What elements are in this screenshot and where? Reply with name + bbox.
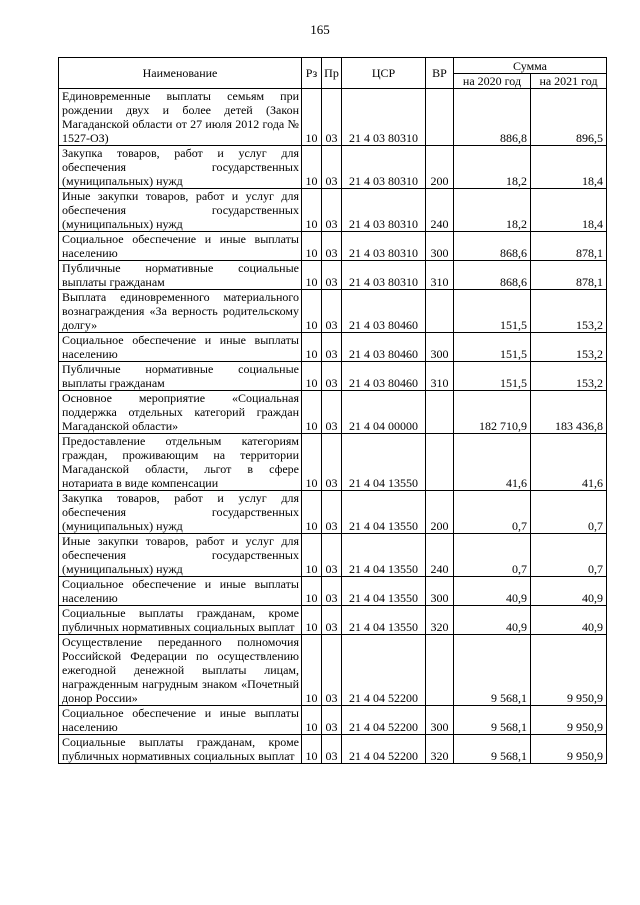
table-row bbox=[59, 434, 607, 491]
row-pr-cell: 03 bbox=[322, 89, 342, 146]
row-rz-cell: 10 bbox=[302, 362, 322, 391]
table-row bbox=[59, 534, 607, 577]
row-name-cell: Иные закупки товаров, работ и услуг для обеспечения государственных (муниципальных) нужд bbox=[59, 189, 302, 232]
row-vr-cell bbox=[426, 391, 454, 434]
row-name-cell: Социальные выплаты гражданам, кроме публичных нормативных социальных выплат bbox=[59, 606, 302, 635]
row-name-cell: Выплата единовременного материального вознаграждения «За верность родительскому долгу» bbox=[59, 290, 302, 333]
table-row bbox=[59, 577, 607, 606]
header-vr: ВР bbox=[426, 58, 454, 89]
row-csr-cell: 21 4 04 13550 bbox=[342, 491, 426, 534]
table-row bbox=[59, 735, 607, 764]
row-vr-cell: 200 bbox=[426, 491, 454, 534]
row-rz-cell: 10 bbox=[302, 606, 322, 635]
table-row bbox=[59, 706, 607, 735]
table-row bbox=[59, 362, 607, 391]
table-body bbox=[59, 89, 607, 764]
row-csr-cell: 21 4 04 13550 bbox=[342, 606, 426, 635]
table-row bbox=[59, 290, 607, 333]
row-pr-cell: 03 bbox=[322, 534, 342, 577]
row-rz-cell: 10 bbox=[302, 146, 322, 189]
row-rz-cell: 10 bbox=[302, 491, 322, 534]
row-vr-cell: 310 bbox=[426, 362, 454, 391]
row-vr-cell: 300 bbox=[426, 577, 454, 606]
header-sum: Сумма bbox=[454, 58, 607, 74]
row-rz-cell: 10 bbox=[302, 189, 322, 232]
row-csr-cell: 21 4 04 00000 bbox=[342, 391, 426, 434]
row-sum-2020-cell: 151,5 bbox=[454, 362, 531, 391]
row-sum-2020-cell: 0,7 bbox=[454, 534, 531, 577]
row-csr-cell: 21 4 03 80460 bbox=[342, 333, 426, 362]
row-rz-cell: 10 bbox=[302, 391, 322, 434]
row-rz-cell: 10 bbox=[302, 534, 322, 577]
row-pr-cell: 03 bbox=[322, 391, 342, 434]
table-row bbox=[59, 189, 607, 232]
row-sum-2020-cell: 18,2 bbox=[454, 189, 531, 232]
row-sum-2021-cell: 9 950,9 bbox=[531, 706, 607, 735]
row-sum-2020-cell: 151,5 bbox=[454, 290, 531, 333]
row-sum-2020-cell: 40,9 bbox=[454, 606, 531, 635]
row-rz-cell: 10 bbox=[302, 434, 322, 491]
row-csr-cell: 21 4 04 13550 bbox=[342, 577, 426, 606]
row-rz-cell: 10 bbox=[302, 261, 322, 290]
row-csr-cell: 21 4 04 13550 bbox=[342, 434, 426, 491]
row-sum-2021-cell: 18,4 bbox=[531, 189, 607, 232]
row-rz-cell: 10 bbox=[302, 577, 322, 606]
row-name-cell: Социальное обеспечение и иные выплаты населению bbox=[59, 577, 302, 606]
row-name-cell: Социальное обеспечение и иные выплаты населению bbox=[59, 333, 302, 362]
row-sum-2021-cell: 0,7 bbox=[531, 491, 607, 534]
row-vr-cell bbox=[426, 434, 454, 491]
row-pr-cell: 03 bbox=[322, 606, 342, 635]
row-vr-cell: 240 bbox=[426, 189, 454, 232]
row-vr-cell: 310 bbox=[426, 261, 454, 290]
row-sum-2021-cell: 9 950,9 bbox=[531, 735, 607, 764]
row-sum-2020-cell: 9 568,1 bbox=[454, 735, 531, 764]
row-csr-cell: 21 4 03 80310 bbox=[342, 189, 426, 232]
row-sum-2020-cell: 182 710,9 bbox=[454, 391, 531, 434]
row-rz-cell: 10 bbox=[302, 89, 322, 146]
row-sum-2021-cell: 18,4 bbox=[531, 146, 607, 189]
row-csr-cell: 21 4 03 80460 bbox=[342, 362, 426, 391]
row-pr-cell: 03 bbox=[322, 290, 342, 333]
row-csr-cell: 21 4 04 52200 bbox=[342, 706, 426, 735]
row-csr-cell: 21 4 03 80310 bbox=[342, 89, 426, 146]
row-pr-cell: 03 bbox=[322, 189, 342, 232]
table-row bbox=[59, 606, 607, 635]
table-row bbox=[59, 635, 607, 706]
row-sum-2020-cell: 886,8 bbox=[454, 89, 531, 146]
row-vr-cell: 300 bbox=[426, 706, 454, 735]
table-row bbox=[59, 261, 607, 290]
row-sum-2021-cell: 896,5 bbox=[531, 89, 607, 146]
row-name-cell: Единовременные выплаты семьям при рождении двух и более детей (Закон Магаданской области от 27 июля 2012 года № 1527-ОЗ) bbox=[59, 89, 302, 146]
table-row bbox=[59, 146, 607, 189]
row-vr-cell: 300 bbox=[426, 333, 454, 362]
row-name-cell: Осуществление переданного полномочия Российской Федерации по осуществлению ежегодной денежной выплаты лицам, награжденным нагрудным знаком «Почетный донор России» bbox=[59, 635, 302, 706]
row-rz-cell: 10 bbox=[302, 635, 322, 706]
row-name-cell: Социальные выплаты гражданам, кроме публичных нормативных социальных выплат bbox=[59, 735, 302, 764]
row-sum-2021-cell: 183 436,8 bbox=[531, 391, 607, 434]
row-csr-cell: 21 4 03 80310 bbox=[342, 146, 426, 189]
row-sum-2021-cell: 41,6 bbox=[531, 434, 607, 491]
row-sum-2021-cell: 878,1 bbox=[531, 261, 607, 290]
row-vr-cell: 320 bbox=[426, 735, 454, 764]
row-sum-2021-cell: 40,9 bbox=[531, 606, 607, 635]
row-sum-2020-cell: 868,6 bbox=[454, 261, 531, 290]
row-csr-cell: 21 4 03 80310 bbox=[342, 232, 426, 261]
header-year-2020: на 2020 год bbox=[454, 74, 531, 89]
row-csr-cell: 21 4 03 80460 bbox=[342, 290, 426, 333]
row-sum-2021-cell: 153,2 bbox=[531, 362, 607, 391]
row-sum-2021-cell: 40,9 bbox=[531, 577, 607, 606]
row-sum-2021-cell: 9 950,9 bbox=[531, 635, 607, 706]
row-rz-cell: 10 bbox=[302, 706, 322, 735]
row-vr-cell bbox=[426, 635, 454, 706]
row-pr-cell: 03 bbox=[322, 491, 342, 534]
row-rz-cell: 10 bbox=[302, 735, 322, 764]
row-vr-cell bbox=[426, 89, 454, 146]
row-name-cell: Предоставление отдельным категориям граждан, проживающим на территории Магаданской области, льгот в сфере нотариата в виде компенсации bbox=[59, 434, 302, 491]
row-vr-cell bbox=[426, 290, 454, 333]
row-sum-2020-cell: 18,2 bbox=[454, 146, 531, 189]
row-sum-2020-cell: 41,6 bbox=[454, 434, 531, 491]
row-sum-2021-cell: 0,7 bbox=[531, 534, 607, 577]
row-rz-cell: 10 bbox=[302, 232, 322, 261]
table-row bbox=[59, 89, 607, 146]
table-row bbox=[59, 391, 607, 434]
row-name-cell: Иные закупки товаров, работ и услуг для обеспечения государственных (муниципальных) нужд bbox=[59, 534, 302, 577]
row-vr-cell: 200 bbox=[426, 146, 454, 189]
header-year-2021: на 2021 год bbox=[531, 74, 607, 89]
row-pr-cell: 03 bbox=[322, 333, 342, 362]
row-csr-cell: 21 4 04 52200 bbox=[342, 735, 426, 764]
row-pr-cell: 03 bbox=[322, 735, 342, 764]
row-pr-cell: 03 bbox=[322, 261, 342, 290]
header-rz: Рз bbox=[302, 58, 322, 89]
row-vr-cell: 300 bbox=[426, 232, 454, 261]
row-sum-2021-cell: 153,2 bbox=[531, 333, 607, 362]
row-rz-cell: 10 bbox=[302, 333, 322, 362]
row-pr-cell: 03 bbox=[322, 577, 342, 606]
row-csr-cell: 21 4 03 80310 bbox=[342, 261, 426, 290]
row-vr-cell: 240 bbox=[426, 534, 454, 577]
row-name-cell: Публичные нормативные социальные выплаты гражданам bbox=[59, 261, 302, 290]
row-vr-cell: 320 bbox=[426, 606, 454, 635]
row-name-cell: Основное мероприятие «Социальная поддержка отдельных категорий граждан Магаданской области» bbox=[59, 391, 302, 434]
table-row bbox=[59, 232, 607, 261]
header-csr: ЦСР bbox=[342, 58, 426, 89]
row-pr-cell: 03 bbox=[322, 635, 342, 706]
row-pr-cell: 03 bbox=[322, 706, 342, 735]
table-row bbox=[59, 491, 607, 534]
row-pr-cell: 03 bbox=[322, 146, 342, 189]
row-csr-cell: 21 4 04 52200 bbox=[342, 635, 426, 706]
row-sum-2020-cell: 868,6 bbox=[454, 232, 531, 261]
budget-table bbox=[58, 57, 607, 764]
row-sum-2021-cell: 878,1 bbox=[531, 232, 607, 261]
row-sum-2020-cell: 40,9 bbox=[454, 577, 531, 606]
row-sum-2020-cell: 9 568,1 bbox=[454, 706, 531, 735]
row-pr-cell: 03 bbox=[322, 434, 342, 491]
table-row bbox=[59, 333, 607, 362]
row-sum-2020-cell: 151,5 bbox=[454, 333, 531, 362]
row-pr-cell: 03 bbox=[322, 232, 342, 261]
row-csr-cell: 21 4 04 13550 bbox=[342, 534, 426, 577]
row-name-cell: Социальное обеспечение и иные выплаты населению bbox=[59, 232, 302, 261]
row-rz-cell: 10 bbox=[302, 290, 322, 333]
table-header bbox=[59, 58, 607, 89]
row-sum-2021-cell: 153,2 bbox=[531, 290, 607, 333]
row-sum-2020-cell: 9 568,1 bbox=[454, 635, 531, 706]
header-name: Наименование bbox=[59, 58, 302, 89]
row-pr-cell: 03 bbox=[322, 362, 342, 391]
row-name-cell: Закупка товаров, работ и услуг для обеспечения государственных (муниципальных) нужд bbox=[59, 491, 302, 534]
header-pr: Пр bbox=[322, 58, 342, 89]
row-name-cell: Публичные нормативные социальные выплаты гражданам bbox=[59, 362, 302, 391]
page-number: 165 bbox=[310, 22, 330, 37]
row-name-cell: Социальное обеспечение и иные выплаты населению bbox=[59, 706, 302, 735]
row-sum-2020-cell: 0,7 bbox=[454, 491, 531, 534]
row-name-cell: Закупка товаров, работ и услуг для обеспечения государственных (муниципальных) нужд bbox=[59, 146, 302, 189]
